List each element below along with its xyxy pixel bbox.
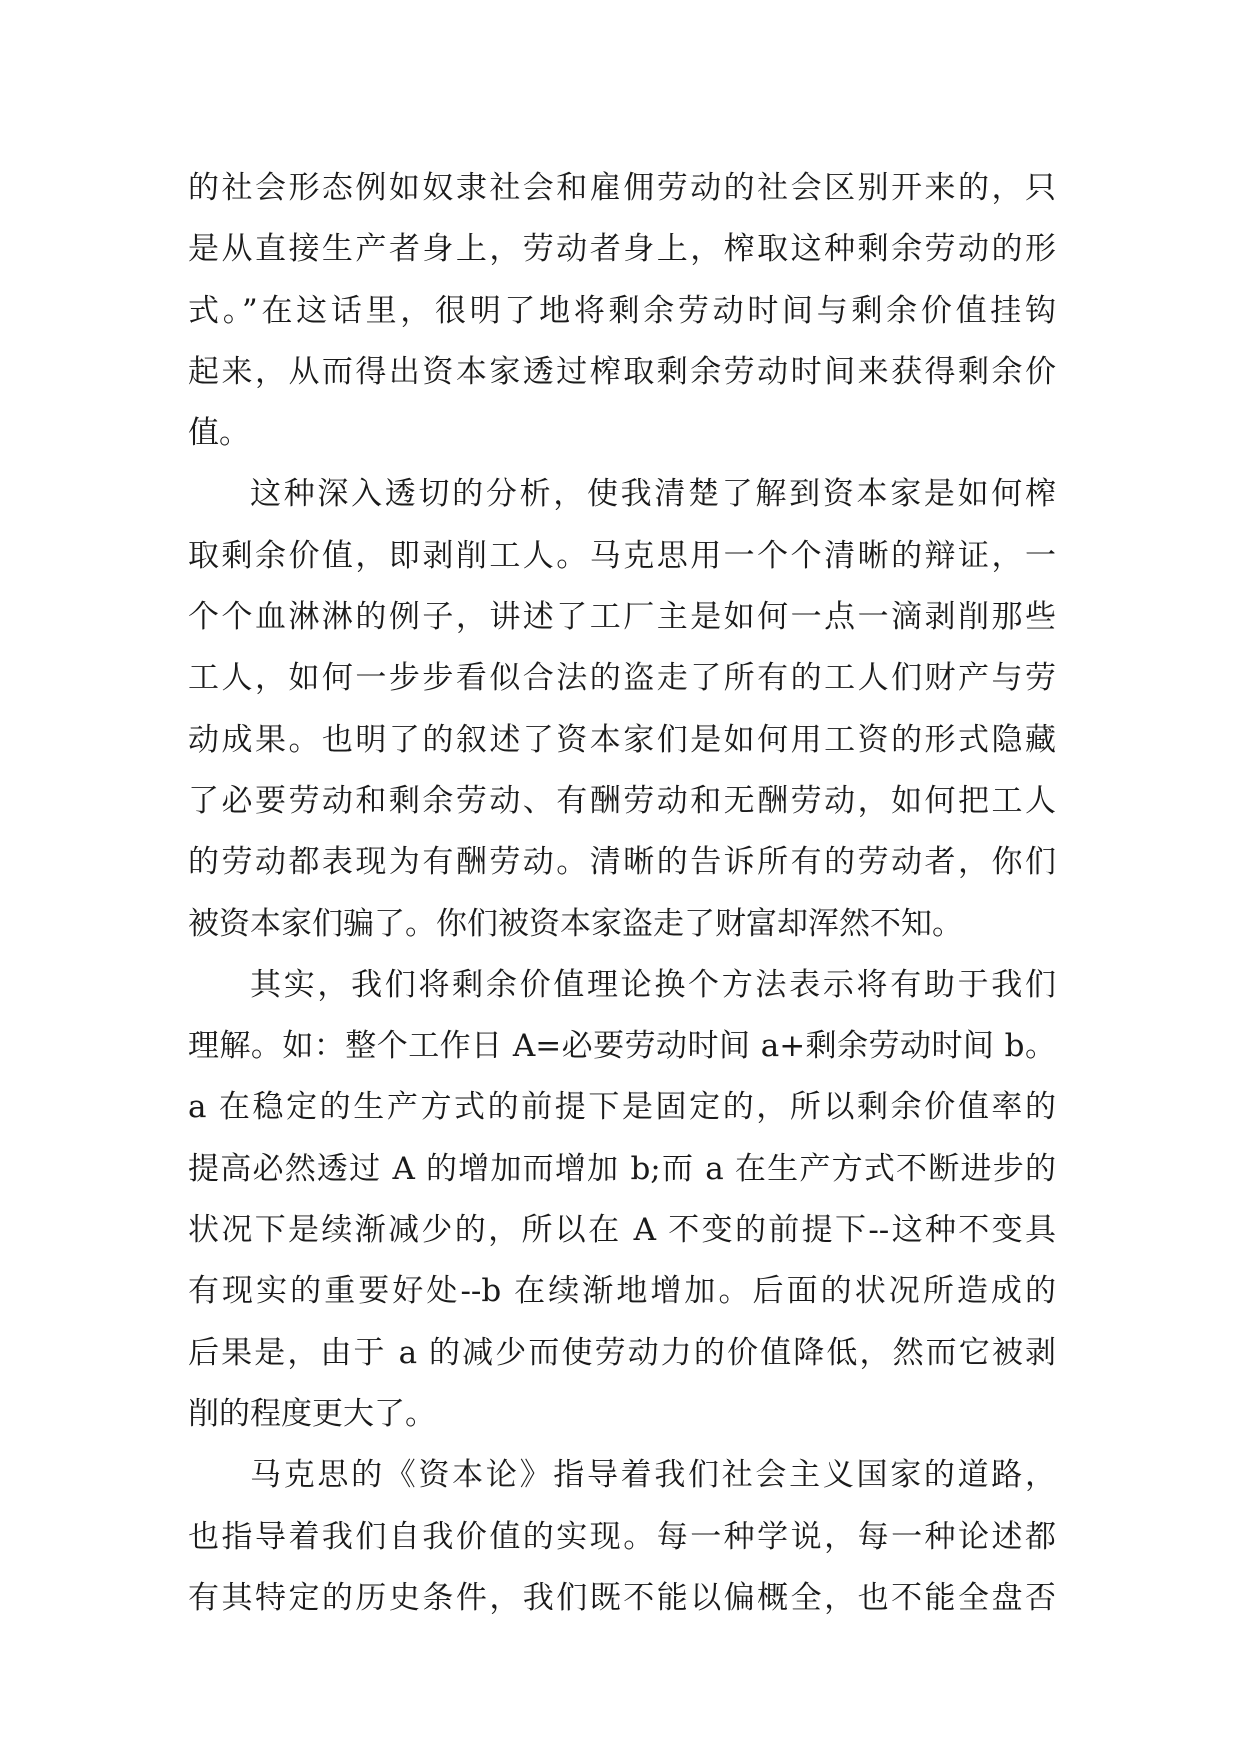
text-line: 有其特定的历史条件，我们既不能以偏概全，也不能全盘否 xyxy=(188,1579,1056,1616)
text-line: 起来，从而得出资本家透过榨取剩余劳动时间来获得剩余价 xyxy=(188,353,1056,390)
paragraph xyxy=(188,1445,1056,1629)
text-line: 式。”在这话里，很明了地将剩余劳动时间与剩余价值挂钩 xyxy=(188,292,1056,329)
text-line: 后果是，由于 a 的减少而使劳动力的价值降低，然而它被剥 xyxy=(188,1334,1056,1371)
text-line: 是从直接生产者身上，劳动者身上，榨取这种剩余劳动的形 xyxy=(188,231,1056,268)
text-line: 有现实的重要好处--b 在续渐地增加。后面的状况所造成的 xyxy=(188,1273,1056,1310)
text-line: 了必要劳动和剩余劳动、有酬劳动和无酬劳动，如何把工人 xyxy=(188,782,1056,819)
text-line: 其实，我们将剩余价值理论换个方法表示将有助于我们 xyxy=(250,966,1056,1003)
text-line: 也指导着我们自我价值的实现。每一种学说，每一种论述都 xyxy=(188,1518,1056,1555)
text-line: 的劳动都表现为有酬劳动。清晰的告诉所有的劳动者，你们 xyxy=(188,844,1056,881)
text-line: 动成果。也明了的叙述了资本家们是如何用工资的形式隐藏 xyxy=(188,721,1056,758)
body-text xyxy=(188,158,1056,1629)
text-line: 的社会形态例如奴隶社会和雇佣劳动的社会区别开来的，只 xyxy=(188,170,1056,206)
text-line: 取剩余价值，即剥削工人。马克思用一个个清晰的辩证，一 xyxy=(188,537,1056,574)
text-line: a 在稳定的生产方式的前提下是固定的，所以剩余价值率的 xyxy=(188,1089,1056,1126)
text-line: 马克思的《资本论》指导着我们社会主义国家的道路， xyxy=(250,1457,1056,1494)
text-line: 这种深入透切的分析，使我清楚了解到资本家是如何榨 xyxy=(250,476,1056,513)
text-line: 理解。如：整个工作日 A=必要劳动时间 a+剩余劳动时间 b。 xyxy=(188,1028,1056,1065)
text-line: 削的程度更大了。 xyxy=(188,1395,436,1432)
text-line: 值。 xyxy=(188,415,250,452)
text-line: 被资本家们骗了。你们被资本家盗走了财富却浑然不知。 xyxy=(188,905,963,942)
paragraph xyxy=(188,158,1056,464)
text-line: 个个血淋淋的例子，讲述了工厂主是如何一点一滴剥削那些 xyxy=(188,599,1056,636)
text-line: 工人，如何一步步看似合法的盗走了所有的工人们财产与劳 xyxy=(188,660,1056,697)
text-line: 提高必然透过 A 的增加而增加 b;而 a 在生产方式不断进步的 xyxy=(188,1150,1056,1187)
paragraph xyxy=(188,955,1056,1445)
paragraph xyxy=(188,464,1056,954)
text-line: 状况下是续渐减少的，所以在 A 不变的前提下--这种不变具 xyxy=(188,1212,1056,1249)
